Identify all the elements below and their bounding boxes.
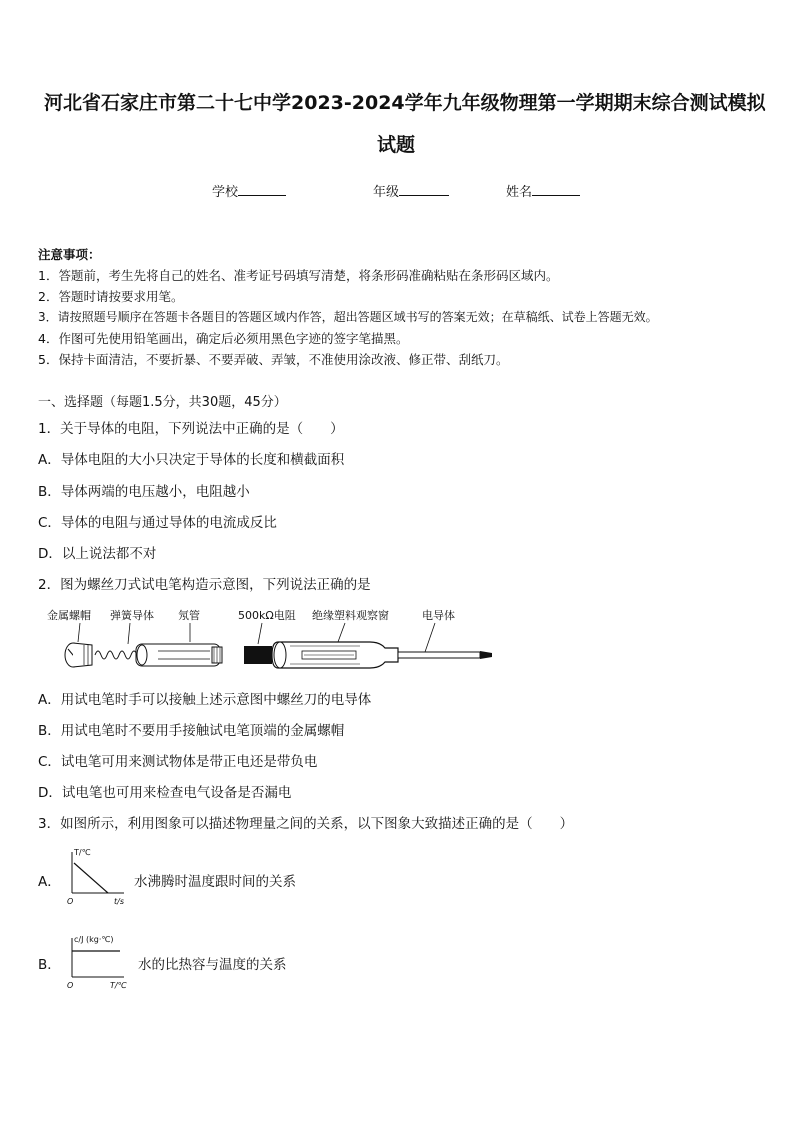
name-field [506,181,580,200]
graph-a-xlabel: t/s [114,897,124,906]
grade-field [373,181,449,200]
question-2-option-d: D．试电笔也可用来检查电气设备是否漏电 [38,785,292,801]
label-window: 绝缘塑料观察窗 [312,609,389,622]
boiling-graph [62,844,132,906]
question-3-option-b-text: 水的比热容与温度的关系 [138,957,287,973]
page-title-line2: 试题 [377,134,416,156]
question-3-option-a-letter: A． [38,874,61,890]
graph-a-origin: O [67,897,74,906]
name-label: 姓名 [506,185,533,200]
label-resistor: 500kΩ电阻 [238,609,296,622]
notice-item: 3．请按照题号顺序在答题卡各题目的答题区域内作答，超出答题区域书写的答案无效；在草稿纸、试卷上答题无效。 [38,310,658,324]
notice-item: 4．作图可先使用铅笔画出，确定后必须用黑色字迹的签字笔描黑。 [38,331,409,346]
test-pen-diagram [40,604,500,676]
question-2-stem: 2．图为螺丝刀式试电笔构造示意图，下列说法正确的是 [38,577,371,593]
question-3-option-a-text: 水沸腾时温度跟时间的关系 [134,874,296,890]
question-1-option-c: C．导体的电阻与通过导体的电流成反比 [38,515,277,531]
school-field [212,181,286,200]
label-neon: 氖管 [178,609,200,622]
question-1-option-b: B．导体两端的电压越小，电阻越小 [38,484,250,500]
question-1-stem: 1．关于导体的电阻，下列说法中正确的是（ ） [38,421,344,437]
graph-b-ylabel: c/J (kg·℃) [74,935,114,944]
question-1-option-a: A．导体电阻的大小只决定于导体的长度和横截面积 [38,452,345,468]
specific-heat-graph [62,930,134,992]
label-conductor: 电导体 [422,609,455,622]
question-3-option-b-letter: B． [38,957,61,973]
label-spring: 弹簧导体 [110,609,154,622]
question-2-option-c: C．试电笔可用来测试物体是带正电还是带负电 [38,754,318,770]
question-2-option-a: A．用试电笔时手可以接触上述示意图中螺丝刀的电导体 [38,692,372,708]
notice-item: 5．保持卡面清洁，不要折暴、不要弄破、弄皱，不准使用涂改液、修正带、刮纸刀。 [38,352,509,367]
notice-item: 2．答题时请按要求用笔。 [38,289,184,304]
notice-item: 1．答题前，考生先将自己的姓名、准考证号码填写清楚，将条形码准确粘贴在条形码区域内。 [38,268,559,283]
section-heading: 一、选择题（每题1.5分，共30题，45分） [38,395,287,410]
school-label: 学校 [212,185,239,200]
question-2-option-b: B．用试电笔时不要用手接触试电笔顶端的金属螺帽 [38,723,345,739]
graph-a-ylabel: T/℃ [74,848,91,857]
graph-b-origin: O [67,981,74,990]
graph-b-xlabel: T/℃ [110,981,127,990]
question-3-stem: 3．如图所示，利用图象可以描述物理量之间的关系，以下图象大致描述正确的是（ ） [38,816,574,832]
notice-heading: 注意事项： [38,247,101,262]
label-metal-cap: 金属螺帽 [47,609,91,622]
name-blank [532,183,580,196]
grade-blank [399,183,449,196]
question-1-option-d: D．以上说法都不对 [38,546,157,562]
page-title-line1: 河北省石家庄市第二十七中学2023-2024学年九年级物理第一学期期末综合测试模拟 [44,92,766,114]
school-blank [238,183,286,196]
grade-label: 年级 [373,185,400,200]
